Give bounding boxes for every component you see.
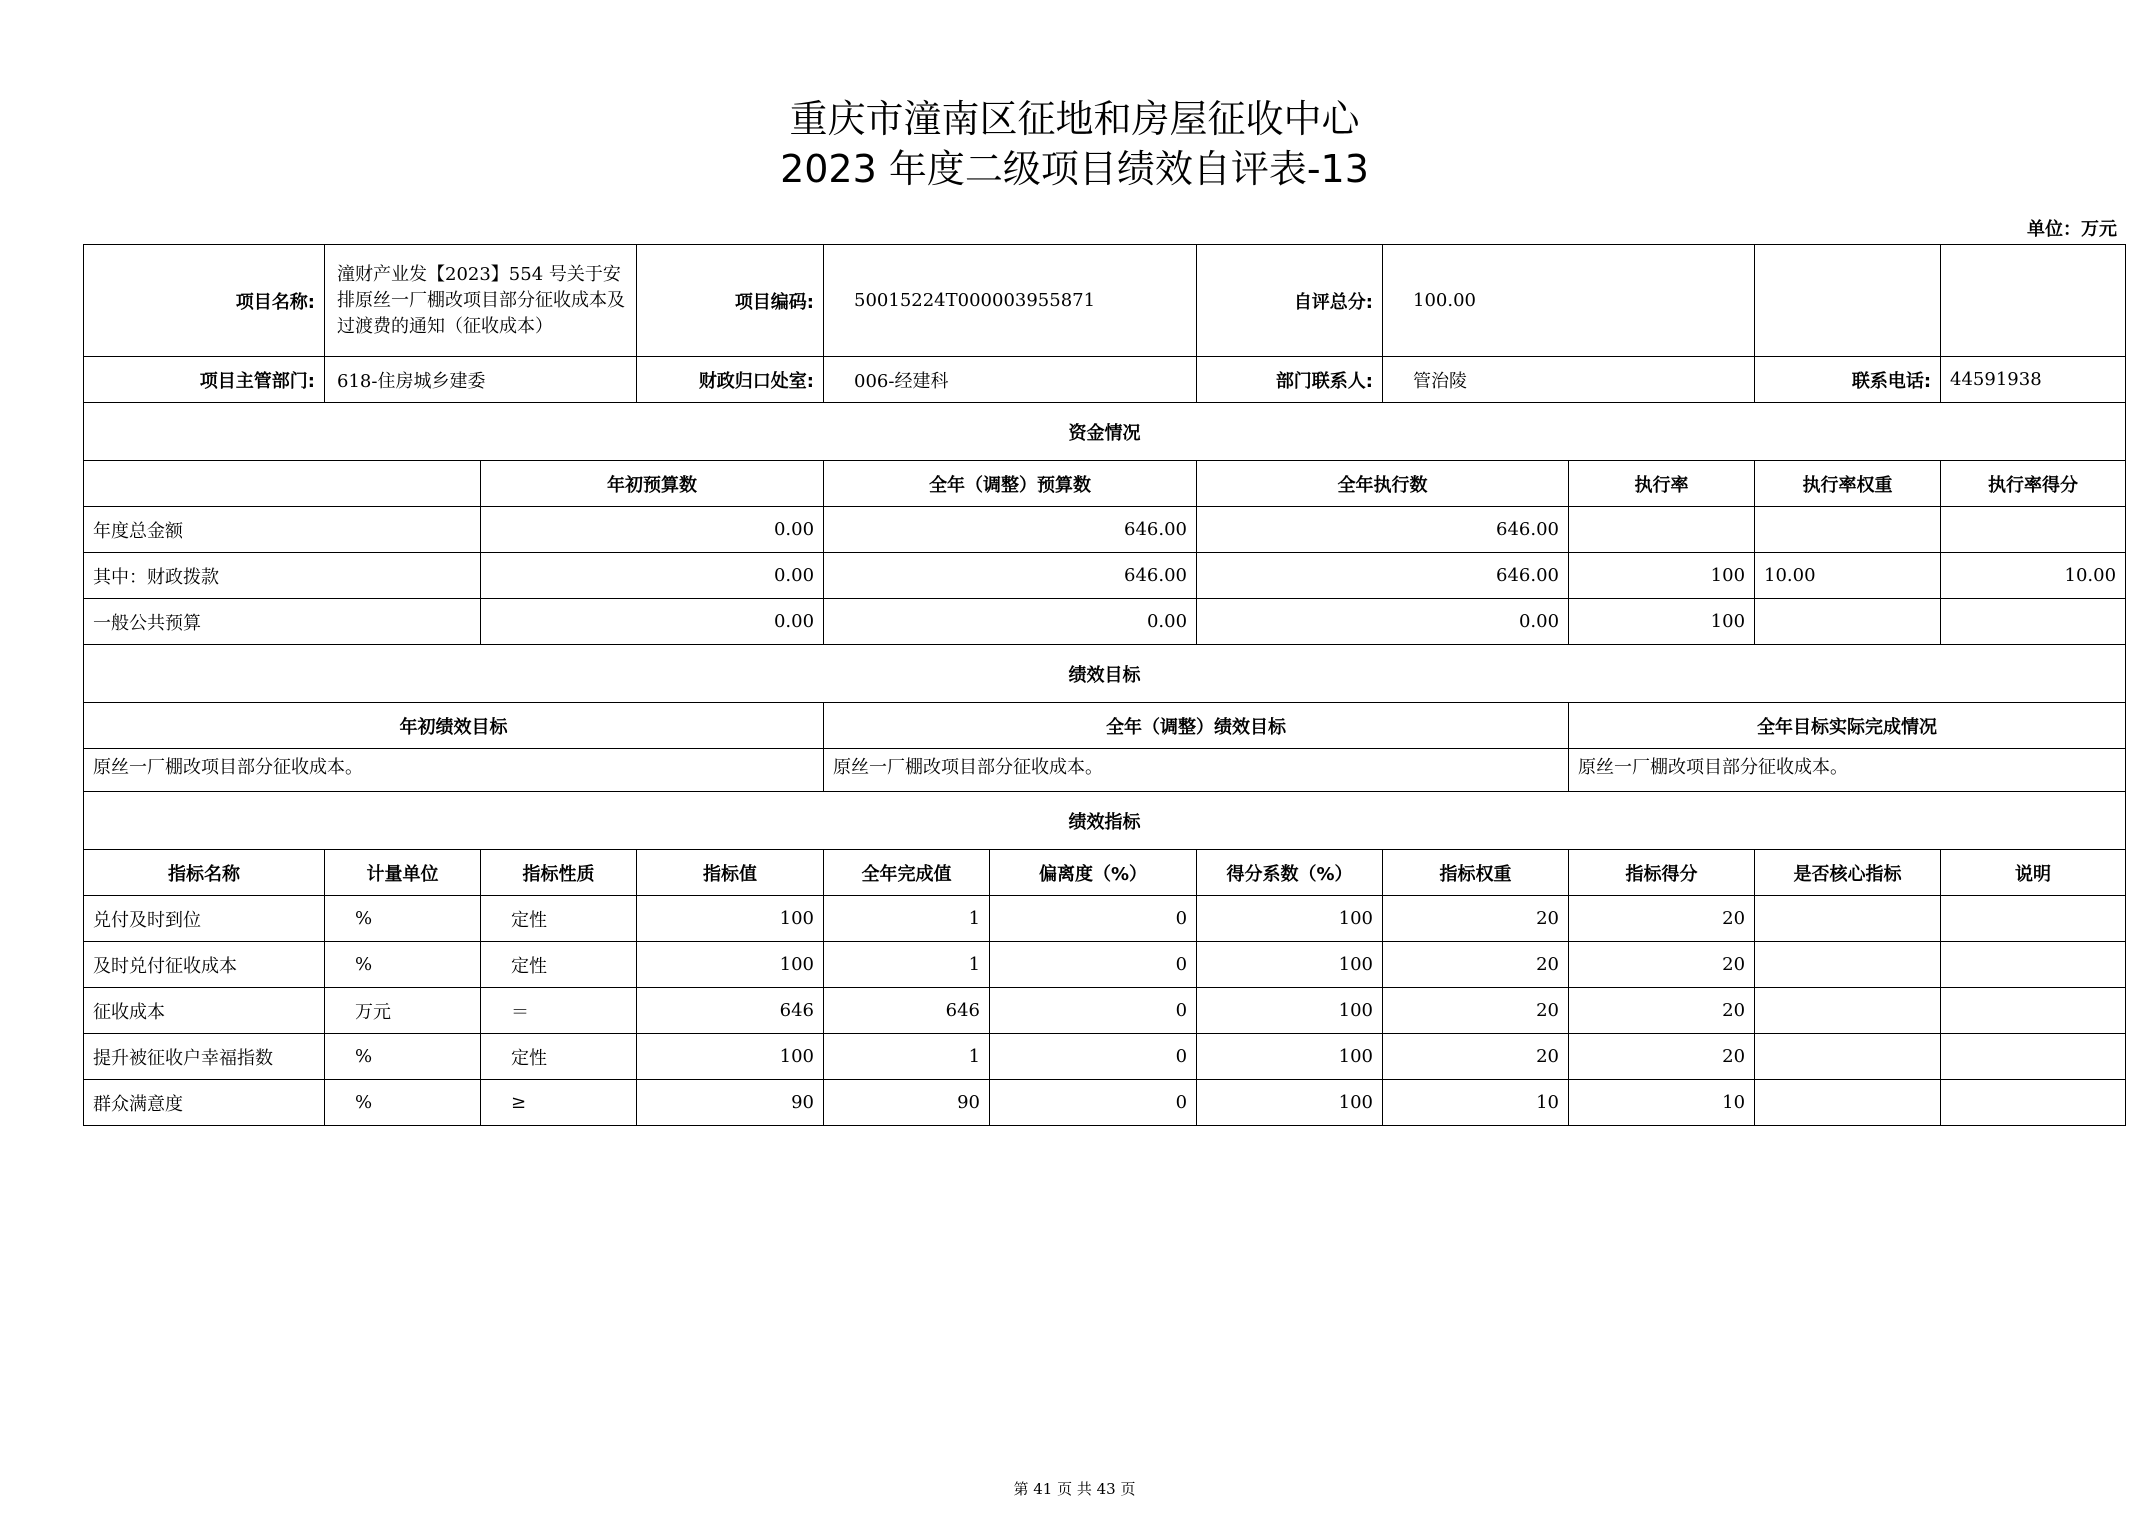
- ind-nature: 定性: [481, 1034, 637, 1080]
- funds-header-executed: 全年执行数: [1197, 461, 1569, 507]
- ind-nature: 定性: [481, 942, 637, 988]
- ind-deviation: 0: [990, 942, 1197, 988]
- contact-value: 管治陵: [1383, 357, 1755, 403]
- evaluation-table: [83, 244, 2126, 1126]
- ind-target: 646: [637, 988, 824, 1034]
- ind-note: [1941, 896, 2126, 942]
- funds-row: [84, 553, 2126, 599]
- ind-weight: 20: [1383, 942, 1569, 988]
- ind-actual: 90: [824, 1080, 990, 1126]
- funds-row-executed: 646.00: [1197, 507, 1569, 553]
- ind-note: [1941, 988, 2126, 1034]
- score-label: 自评总分:: [1197, 245, 1383, 357]
- ind-header-note: 说明: [1941, 850, 2126, 896]
- ind-note: [1941, 942, 2126, 988]
- ind-actual: 646: [824, 988, 990, 1034]
- ind-core: [1755, 942, 1941, 988]
- dept-value: 618-住房城乡建委: [325, 357, 637, 403]
- indicators-header-row: [84, 850, 2126, 896]
- ind-weight: 20: [1383, 1034, 1569, 1080]
- ind-score: 20: [1569, 988, 1755, 1034]
- ind-header-unit: 计量单位: [325, 850, 481, 896]
- indicator-row: [84, 1080, 2126, 1126]
- dept-label: 项目主管部门:: [84, 357, 325, 403]
- ind-score: 10: [1569, 1080, 1755, 1126]
- phone-value: 44591938: [1941, 357, 2126, 403]
- funds-row-rate: 100: [1569, 553, 1755, 599]
- ind-header-nature: 指标性质: [481, 850, 637, 896]
- indicator-row: [84, 896, 2126, 942]
- ind-coef: 100: [1197, 942, 1383, 988]
- funds-row-rate: [1569, 507, 1755, 553]
- ind-deviation: 0: [990, 988, 1197, 1034]
- page-number: 第 41 页 共 43 页: [1013, 1480, 1136, 1498]
- funds-section-title: 资金情况: [84, 403, 2126, 461]
- ind-coef: 100: [1197, 1034, 1383, 1080]
- ind-coef: 100: [1197, 896, 1383, 942]
- ind-header-weight: 指标权重: [1383, 850, 1569, 896]
- funds-row-weight: 10.00: [1755, 553, 1941, 599]
- funds-row-name: 年度总金额: [84, 507, 481, 553]
- ind-actual: 1: [824, 942, 990, 988]
- ind-note: [1941, 1034, 2126, 1080]
- funds-row-score: 10.00: [1941, 553, 2126, 599]
- funds-row-score: [1941, 599, 2126, 645]
- funds-row-weight: [1755, 507, 1941, 553]
- goals-header-row: [84, 703, 2126, 749]
- funds-row-name: 一般公共预算: [84, 599, 481, 645]
- goals-value-row: [84, 749, 2126, 792]
- ind-header-name: 指标名称: [84, 850, 325, 896]
- page-subtitle: 2023 年度二级项目绩效自评表-13: [780, 147, 1369, 191]
- funds-row-adjusted: 0.00: [824, 599, 1197, 645]
- ind-core: [1755, 1034, 1941, 1080]
- funds-header-row: [84, 461, 2126, 507]
- funds-row-weight: [1755, 599, 1941, 645]
- ind-target: 90: [637, 1080, 824, 1126]
- phone-label: 联系电话:: [1755, 357, 1941, 403]
- funds-row-adjusted: 646.00: [824, 507, 1197, 553]
- ind-nature: 定性: [481, 896, 637, 942]
- goals-section-title: 绩效目标: [84, 645, 2126, 703]
- funds-row-rate: 100: [1569, 599, 1755, 645]
- project-name-value: 潼财产业发【2023】554 号关于安排原丝一厂棚改项目部分征收成本及过渡费的通知（征收成本）: [325, 245, 637, 357]
- ind-core: [1755, 896, 1941, 942]
- project-name-label: 项目名称:: [84, 245, 325, 357]
- funds-row-initial: 0.00: [481, 553, 824, 599]
- ind-score: 20: [1569, 942, 1755, 988]
- ind-actual: 1: [824, 896, 990, 942]
- funds-header-adjusted: 全年（调整）预算数: [824, 461, 1197, 507]
- indicators-section-header: [84, 792, 2126, 850]
- ind-actual: 1: [824, 1034, 990, 1080]
- ind-header-score: 指标得分: [1569, 850, 1755, 896]
- finance-label: 财政归口处室:: [637, 357, 824, 403]
- ind-name: 群众满意度: [84, 1080, 325, 1126]
- goals-header-initial: 年初绩效目标: [84, 703, 824, 749]
- ind-name: 及时兑付征收成本: [84, 942, 325, 988]
- ind-score: 20: [1569, 896, 1755, 942]
- ind-header-target: 指标值: [637, 850, 824, 896]
- funds-header-empty: [84, 461, 481, 507]
- funds-row-adjusted: 646.00: [824, 553, 1197, 599]
- ind-unit: %: [325, 942, 481, 988]
- ind-score: 20: [1569, 1034, 1755, 1080]
- ind-header-core: 是否核心指标: [1755, 850, 1941, 896]
- ind-note: [1941, 1080, 2126, 1126]
- ind-core: [1755, 1080, 1941, 1126]
- funds-row: [84, 599, 2126, 645]
- funds-header-score: 执行率得分: [1941, 461, 2126, 507]
- page-title: 重庆市潼南区征地和房屋征收中心: [789, 97, 1360, 141]
- goals-header-adjusted: 全年（调整）绩效目标: [824, 703, 1569, 749]
- finance-value: 006-经建科: [824, 357, 1197, 403]
- funds-row-executed: 646.00: [1197, 553, 1569, 599]
- indicator-row: [84, 988, 2126, 1034]
- indicator-row: [84, 1034, 2126, 1080]
- ind-target: 100: [637, 896, 824, 942]
- ind-weight: 10: [1383, 1080, 1569, 1126]
- ind-unit: 万元: [325, 988, 481, 1034]
- ind-unit: %: [325, 896, 481, 942]
- contact-label: 部门联系人:: [1197, 357, 1383, 403]
- ind-name: 提升被征收户幸福指数: [84, 1034, 325, 1080]
- ind-unit: %: [325, 1080, 481, 1126]
- ind-unit: %: [325, 1034, 481, 1080]
- ind-nature: ＝: [481, 988, 637, 1034]
- funds-row-score: [1941, 507, 2126, 553]
- empty-cell: [1755, 245, 1941, 357]
- funds-header-rate: 执行率: [1569, 461, 1755, 507]
- funds-row-name: 其中：财政拨款: [84, 553, 481, 599]
- project-code-label: 项目编码:: [637, 245, 824, 357]
- ind-coef: 100: [1197, 1080, 1383, 1126]
- funds-header-initial: 年初预算数: [481, 461, 824, 507]
- ind-name: 征收成本: [84, 988, 325, 1034]
- funds-row-executed: 0.00: [1197, 599, 1569, 645]
- ind-header-actual: 全年完成值: [824, 850, 990, 896]
- funds-row: [84, 507, 2126, 553]
- goals-header-actual: 全年目标实际完成情况: [1569, 703, 2126, 749]
- indicator-row: [84, 942, 2126, 988]
- funds-row-initial: 0.00: [481, 507, 824, 553]
- ind-header-deviation: 偏离度（%）: [990, 850, 1197, 896]
- funds-section-header: [84, 403, 2126, 461]
- funds-header-weight: 执行率权重: [1755, 461, 1941, 507]
- goals-section-header: [84, 645, 2126, 703]
- ind-weight: 20: [1383, 988, 1569, 1034]
- goal-adjusted-value: 原丝一厂棚改项目部分征收成本。: [824, 749, 1569, 792]
- unit-label: 单位：万元: [2027, 219, 2117, 240]
- info-row-dept: [84, 357, 2126, 403]
- ind-target: 100: [637, 1034, 824, 1080]
- score-value: 100.00: [1383, 245, 1755, 357]
- project-code-value: 50015224T000003955871: [824, 245, 1197, 357]
- ind-weight: 20: [1383, 896, 1569, 942]
- funds-row-initial: 0.00: [481, 599, 824, 645]
- ind-deviation: 0: [990, 1080, 1197, 1126]
- ind-target: 100: [637, 942, 824, 988]
- empty-cell: [1941, 245, 2126, 357]
- ind-deviation: 0: [990, 896, 1197, 942]
- info-row-project: [84, 245, 2126, 357]
- goal-actual-value: 原丝一厂棚改项目部分征收成本。: [1569, 749, 2126, 792]
- indicators-section-title: 绩效指标: [84, 792, 2126, 850]
- ind-header-coef: 得分系数（%）: [1197, 850, 1383, 896]
- ind-name: 兑付及时到位: [84, 896, 325, 942]
- ind-nature: ≥: [481, 1080, 637, 1126]
- ind-coef: 100: [1197, 988, 1383, 1034]
- ind-core: [1755, 988, 1941, 1034]
- goal-initial-value: 原丝一厂棚改项目部分征收成本。: [84, 749, 824, 792]
- ind-deviation: 0: [990, 1034, 1197, 1080]
